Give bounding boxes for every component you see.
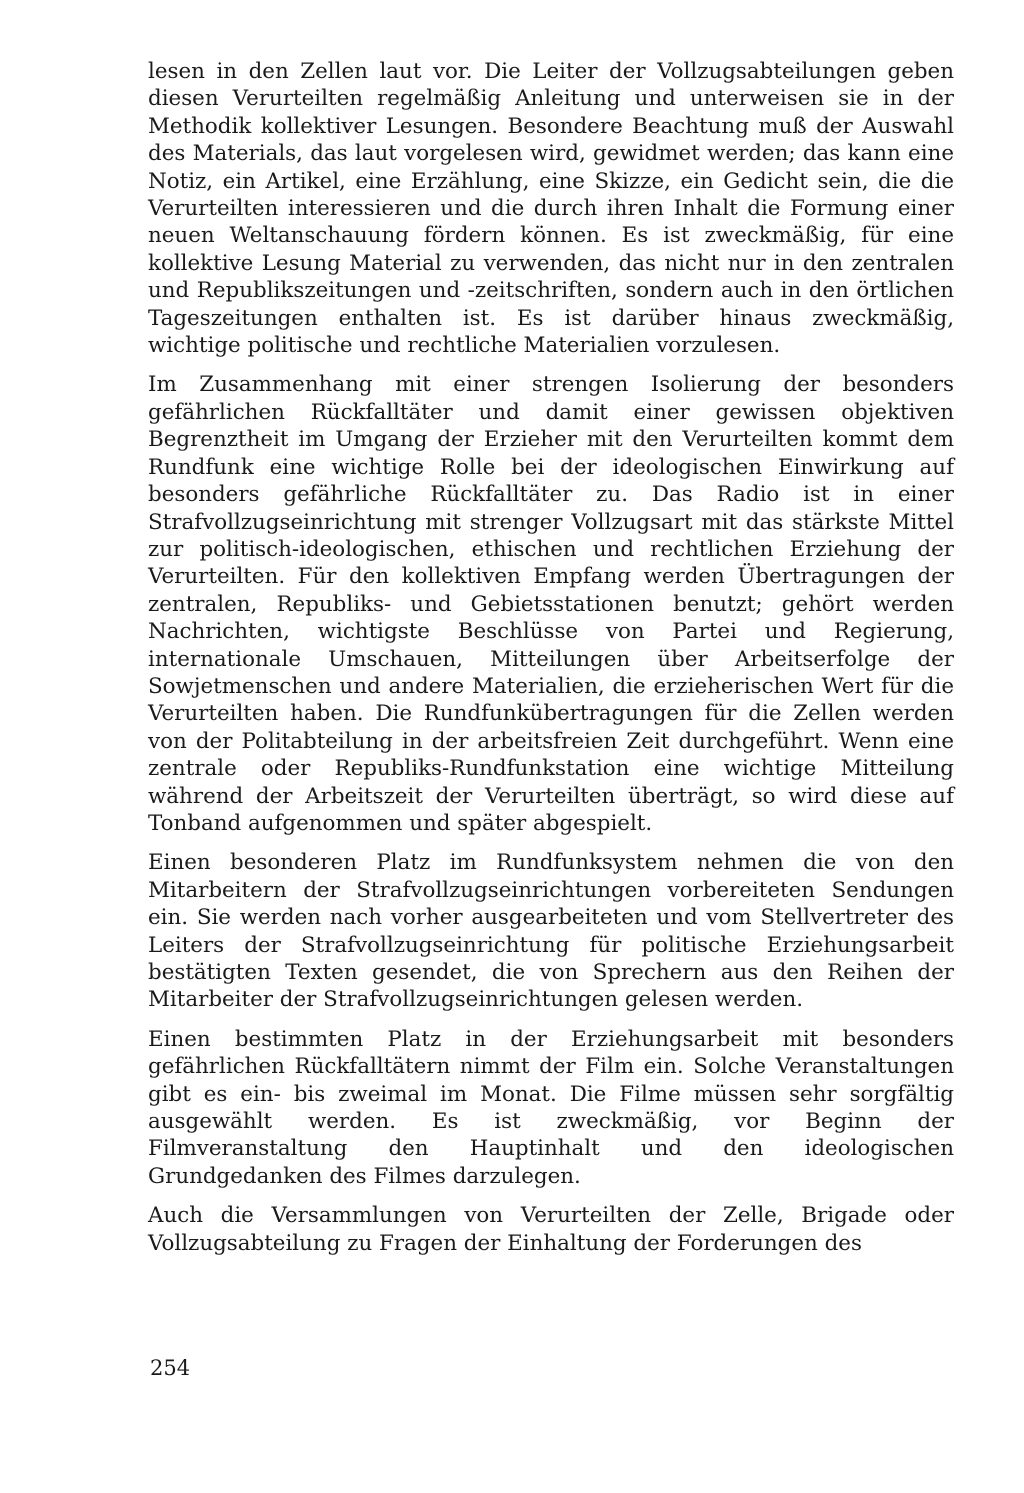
paragraph-1: lesen in den Zellen laut vor. Die Leiter der Vollzugsabteilungen geben diesen Verurteilten regelmäßig Anleitung und unterweisen sie in der Methodik kollektiver Lesungen. Besondere Beachtung muß der Auswahl des Materials, das laut vorgelesen wird, gewidmet werden; das kann eine Notiz, ein Artikel, eine Erzählung, eine Skizze, ein Gedicht sein, die die Verurteilten interessieren und die durch ihren Inhalt die Formung einer neuen Weltanschauung fördern können. Es ist zweckmäßig, für eine kollektive Lesung Material zu verwenden, das nicht nur in den zentralen und Republikszeitungen und -zeitschriften, sondern auch in den örtlichen Tageszeitungen enthalten ist. Es ist darüber hinaus zweckmäßig, wichtige politische und rechtliche Materialien vorzulesen. [148, 59, 954, 359]
page-number: 254 [150, 1356, 191, 1380]
paragraph-5: Auch die Versammlungen von Verurteilten der Zelle, Brigade oder Vollzugsabteilung zu Fragen der Einhaltung der Forderungen des [148, 1203, 954, 1256]
paragraph-2: Im Zusammenhang mit einer strengen Isolierung der besonders gefährlichen Rückfalltäter und damit einer gewissen objektiven Begrenztheit im Umgang der Erzieher mit den Verurteilten kommt dem Rundfunk eine wichtige Rolle bei der ideologischen Einwirkung auf besonders gefährliche Rückfalltäter zu. Das Radio ist in einer Strafvollzugseinrichtung mit strenger Vollzugsart mit das stärkste Mittel zur politisch-ideologischen, ethischen und rechtlichen Erziehung der Verurteilten. Für den kollektiven Empfang werden Übertragungen der zentralen, Republiks- und Gebietsstationen benutzt; gehört werden Nachrichten, wichtigste Beschlüsse von Partei und Regierung, internationale Umschauen, Mitteilungen über Arbeitserfolge der Sowjetmenschen und andere Materialien, die erzieherischen Wert für die Verurteilten haben. Die Rundfunkübertragungen für die Zellen werden von der Politabteilung in der arbeitsfreien Zeit durchgeführt. Wenn eine zentrale oder Republiks-Rundfunkstation eine wichtige Mitteilung während der Arbeitszeit der Verurteilten überträgt, so wird diese auf Tonband aufgenommen und später abgespielt. [148, 372, 954, 836]
paragraph-3: Einen besonderen Platz im Rundfunksystem nehmen die von den Mitarbeitern der Strafvollzugseinrichtungen vorbereiteten Sendungen ein. Sie werden nach vorher ausgearbeiteten und vom Stellvertreter des Leiters der Strafvollzugseinrichtung für politische Erziehungsarbeit bestätigten Texten gesendet, die von Sprechern aus den Reihen der Mitarbeiter der Strafvollzugseinrichtungen gelesen werden. [148, 850, 954, 1013]
paragraph-4: Einen bestimmten Platz in der Erziehungsarbeit mit besonders gefährlichen Rückfalltätern nimmt der Film ein. Solche Veranstaltungen gibt es ein- bis zweimal im Monat. Die Filme müssen sehr sorgfältig ausgewählt werden. Es ist zweckmäßig, vor Beginn der Filmveranstaltung den Hauptinhalt und den ideologischen Grundgedanken des Filmes darzulegen. [148, 1026, 954, 1189]
page-body [148, 58, 954, 1269]
